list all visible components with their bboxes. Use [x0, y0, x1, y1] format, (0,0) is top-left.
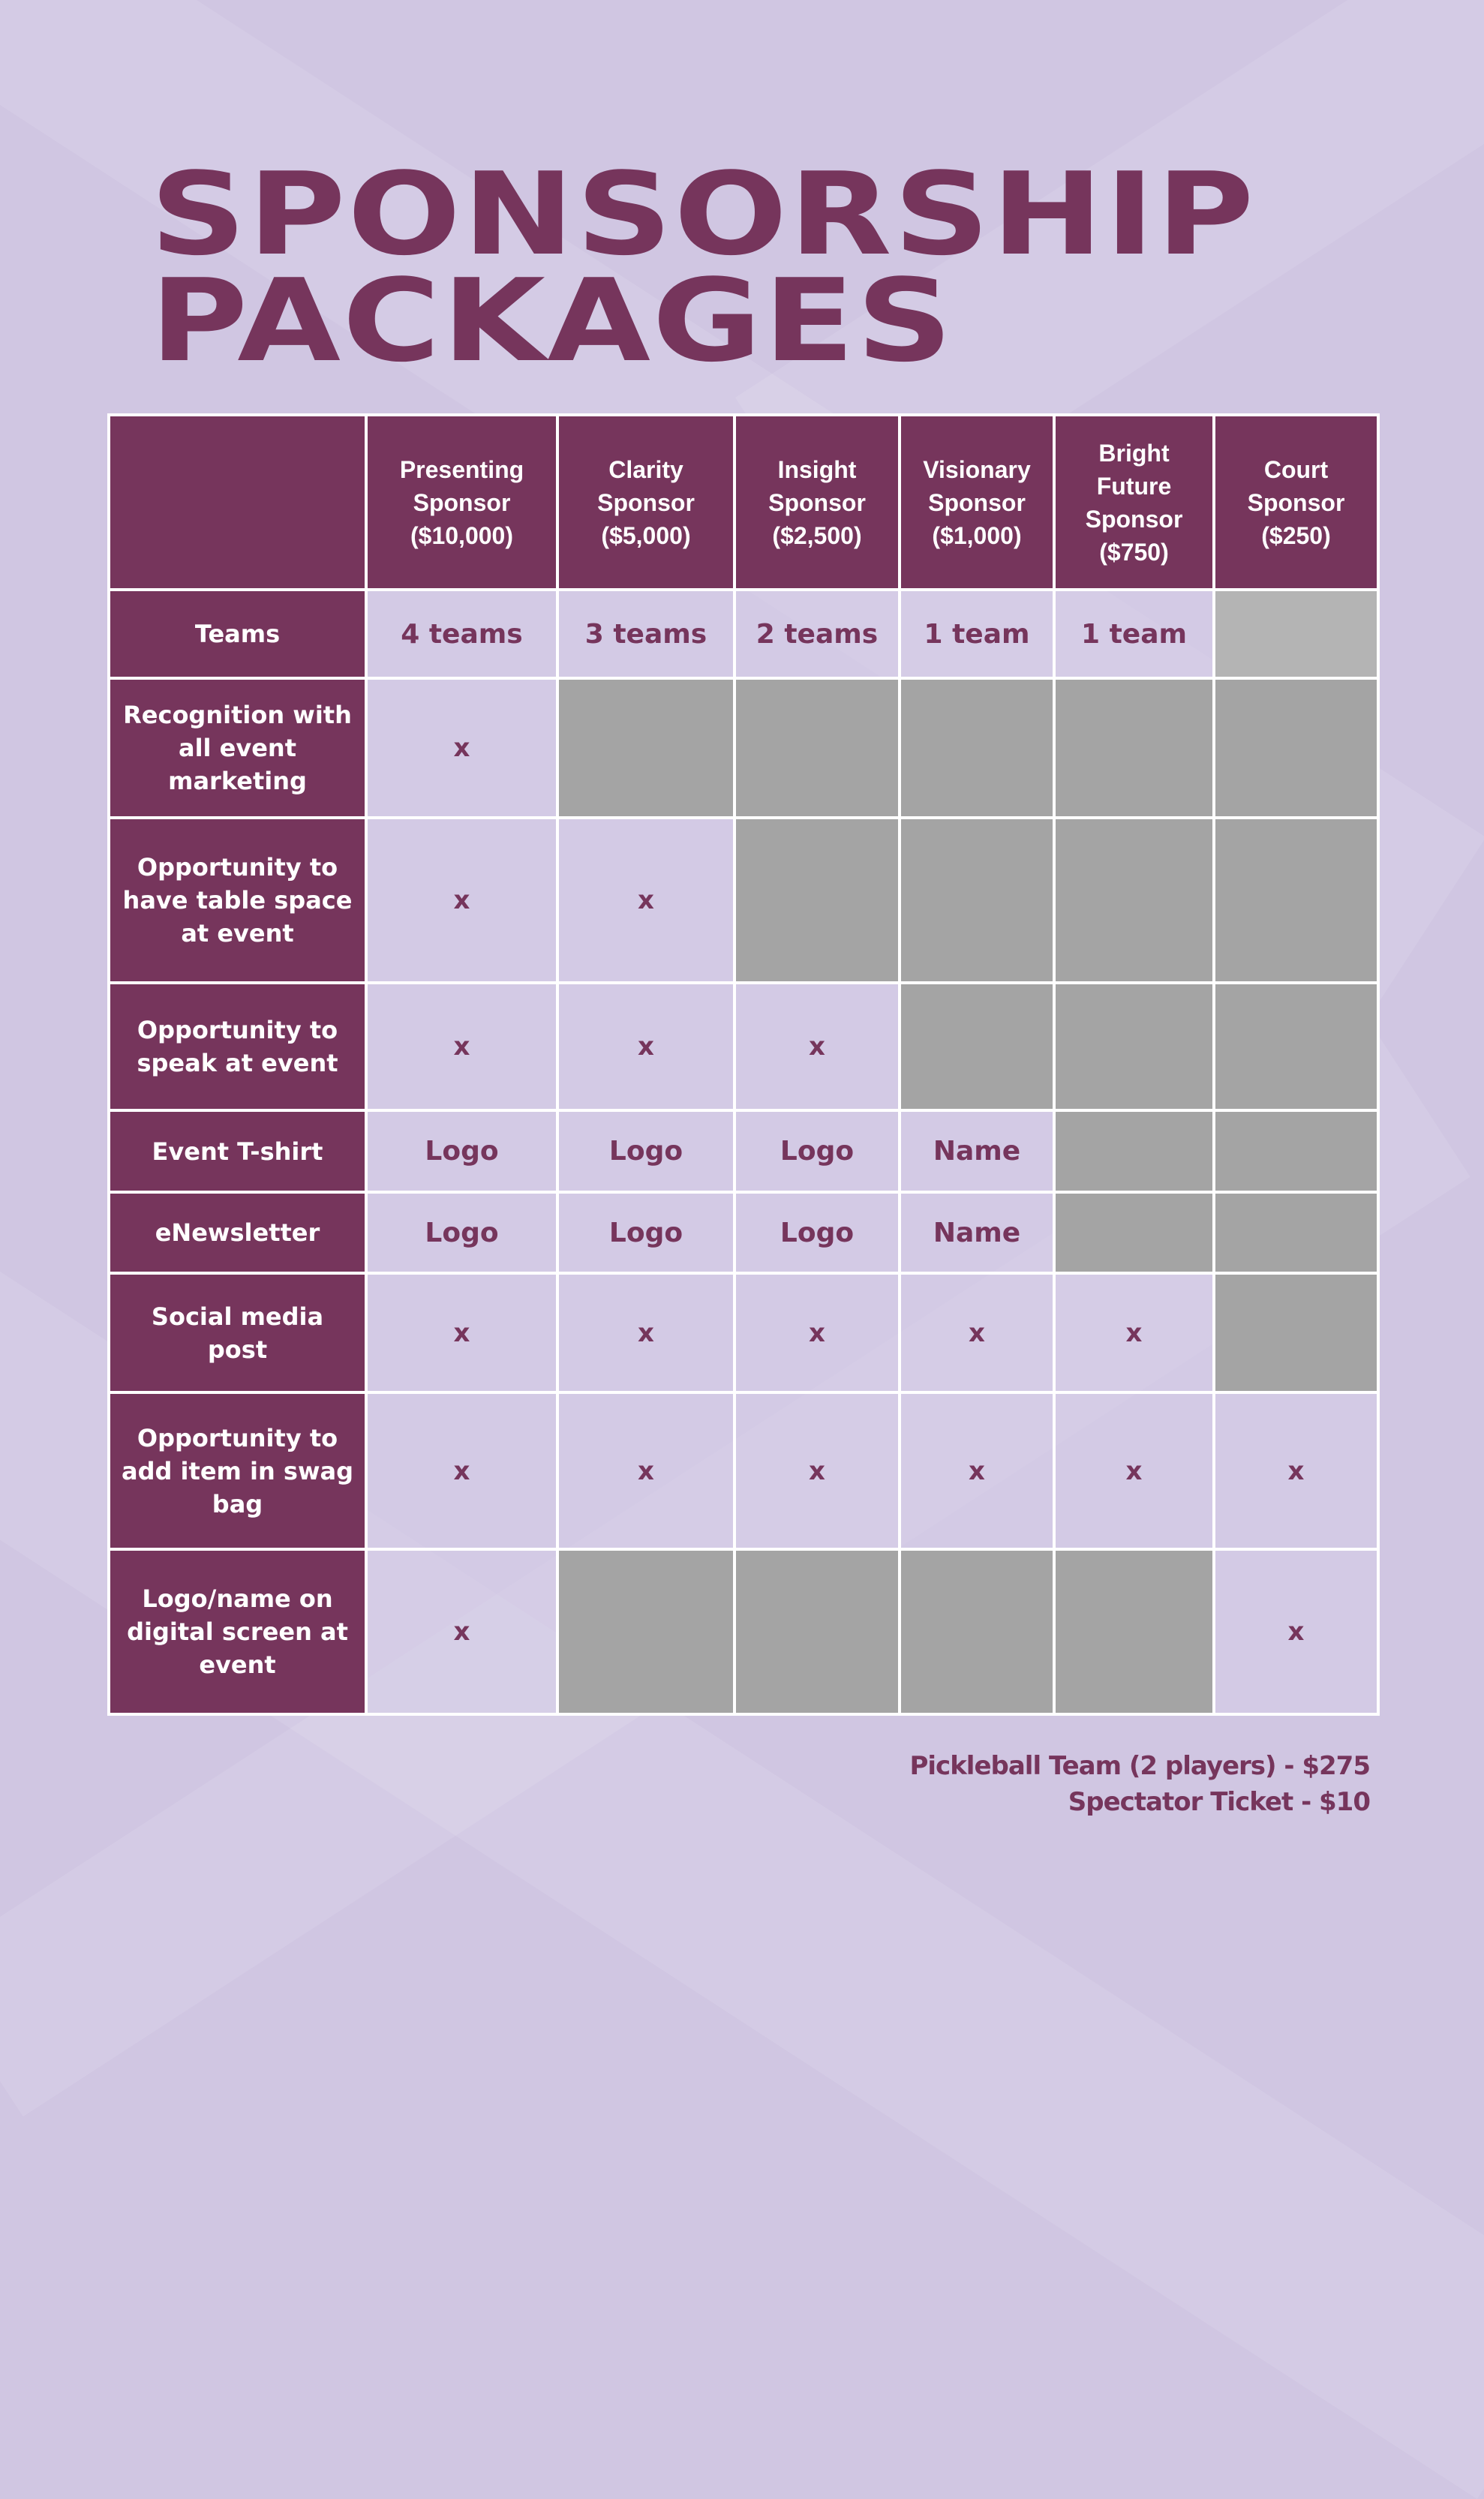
table-cell-empty	[1054, 1110, 1214, 1192]
table-cell: Name	[900, 1192, 1054, 1273]
table-row	[109, 678, 1378, 818]
row-header: Teams	[109, 590, 366, 678]
table-cell: Logo	[366, 1110, 557, 1192]
table-cell-empty	[557, 1549, 734, 1714]
corner-cell	[109, 415, 366, 590]
table-cell: x	[557, 818, 734, 983]
table-cell-empty	[900, 678, 1054, 818]
page-title-line: PACKAGES	[150, 254, 954, 387]
table-cell: Logo	[557, 1192, 734, 1273]
table-cell: x	[1054, 1273, 1214, 1392]
table-row	[109, 590, 1378, 678]
table-cell: x	[366, 983, 557, 1110]
table-cell-empty	[734, 678, 900, 818]
column-header: Court Sponsor ($250)	[1214, 415, 1378, 590]
row-header: Recognition with all event marketing	[109, 678, 366, 818]
table-row	[109, 983, 1378, 1110]
table-cell: 4 teams	[366, 590, 557, 678]
row-header: eNewsletter	[109, 1192, 366, 1273]
table-cell-empty	[734, 1549, 900, 1714]
table-cell: x	[557, 983, 734, 1110]
row-header: Opportunity to speak at event	[109, 983, 366, 1110]
table-cell: x	[1214, 1549, 1378, 1714]
column-header: Presenting Sponsor ($10,000)	[366, 415, 557, 590]
column-header: Clarity Sponsor ($5,000)	[557, 415, 734, 590]
table-cell: x	[366, 1392, 557, 1549]
table-row	[109, 1392, 1378, 1549]
table-cell: 2 teams	[734, 590, 900, 678]
table-cell: x	[366, 678, 557, 818]
table-row	[109, 1549, 1378, 1714]
table-cell-empty	[1054, 983, 1214, 1110]
table-cell: Logo	[734, 1110, 900, 1192]
table-cell: x	[366, 1273, 557, 1392]
pricing-footer	[909, 1748, 1370, 1820]
table-row	[109, 1192, 1378, 1273]
table-cell-empty	[1054, 818, 1214, 983]
spectator-price: Spectator Ticket - $10	[1068, 1787, 1370, 1817]
table-cell: x	[1214, 1392, 1378, 1549]
row-header: Event T-shirt	[109, 1110, 366, 1192]
table-row	[109, 1110, 1378, 1192]
table-cell-empty	[734, 818, 900, 983]
table-cell: x	[557, 1392, 734, 1549]
table-cell: x	[366, 818, 557, 983]
table-cell-empty	[900, 983, 1054, 1110]
team-price: Pickleball Team (2 players) - $275	[909, 1751, 1370, 1781]
column-header: Insight Sponsor ($2,500)	[734, 415, 900, 590]
row-header: Logo/name on digital screen at event	[109, 1549, 366, 1714]
row-header: Social media post	[109, 1273, 366, 1392]
sponsorship-table	[107, 413, 1380, 1716]
table-row	[109, 1273, 1378, 1392]
table-cell: x	[734, 1392, 900, 1549]
page-title-line: SPONSORSHIP	[150, 148, 1256, 281]
table-cell-empty	[900, 1549, 1054, 1714]
table-cell: 3 teams	[557, 590, 734, 678]
table-cell: Logo	[557, 1110, 734, 1192]
table-cell-empty	[900, 818, 1054, 983]
table-cell: x	[366, 1549, 557, 1714]
table-cell-empty	[1214, 590, 1378, 678]
table-cell: Logo	[366, 1192, 557, 1273]
table-cell: x	[900, 1392, 1054, 1549]
page-title	[150, 148, 1256, 387]
column-header: Visionary Sponsor ($1,000)	[900, 415, 1054, 590]
table-cell: x	[1054, 1392, 1214, 1549]
table-cell: Logo	[734, 1192, 900, 1273]
table-cell: x	[900, 1273, 1054, 1392]
row-header: Opportunity to add item in swag bag	[109, 1392, 366, 1549]
table-cell: Name	[900, 1110, 1054, 1192]
table-cell-empty	[1054, 1549, 1214, 1714]
table-cell-empty	[1214, 818, 1378, 983]
table-cell-empty	[1214, 678, 1378, 818]
table-cell-empty	[1214, 983, 1378, 1110]
table-header-row	[109, 415, 1378, 590]
row-header: Opportunity to have table space at event	[109, 818, 366, 983]
column-header: Bright Future Sponsor ($750)	[1054, 415, 1214, 590]
table-cell-empty	[557, 678, 734, 818]
table-cell-empty	[1054, 1192, 1214, 1273]
table-cell: 1 team	[1054, 590, 1214, 678]
table-row	[109, 818, 1378, 983]
table-cell: x	[734, 983, 900, 1110]
table-cell-empty	[1214, 1273, 1378, 1392]
table-cell-empty	[1214, 1110, 1378, 1192]
table-cell-empty	[1214, 1192, 1378, 1273]
table-cell: x	[557, 1273, 734, 1392]
table-cell-empty	[1054, 678, 1214, 818]
table-cell: 1 team	[900, 590, 1054, 678]
table-cell: x	[734, 1273, 900, 1392]
